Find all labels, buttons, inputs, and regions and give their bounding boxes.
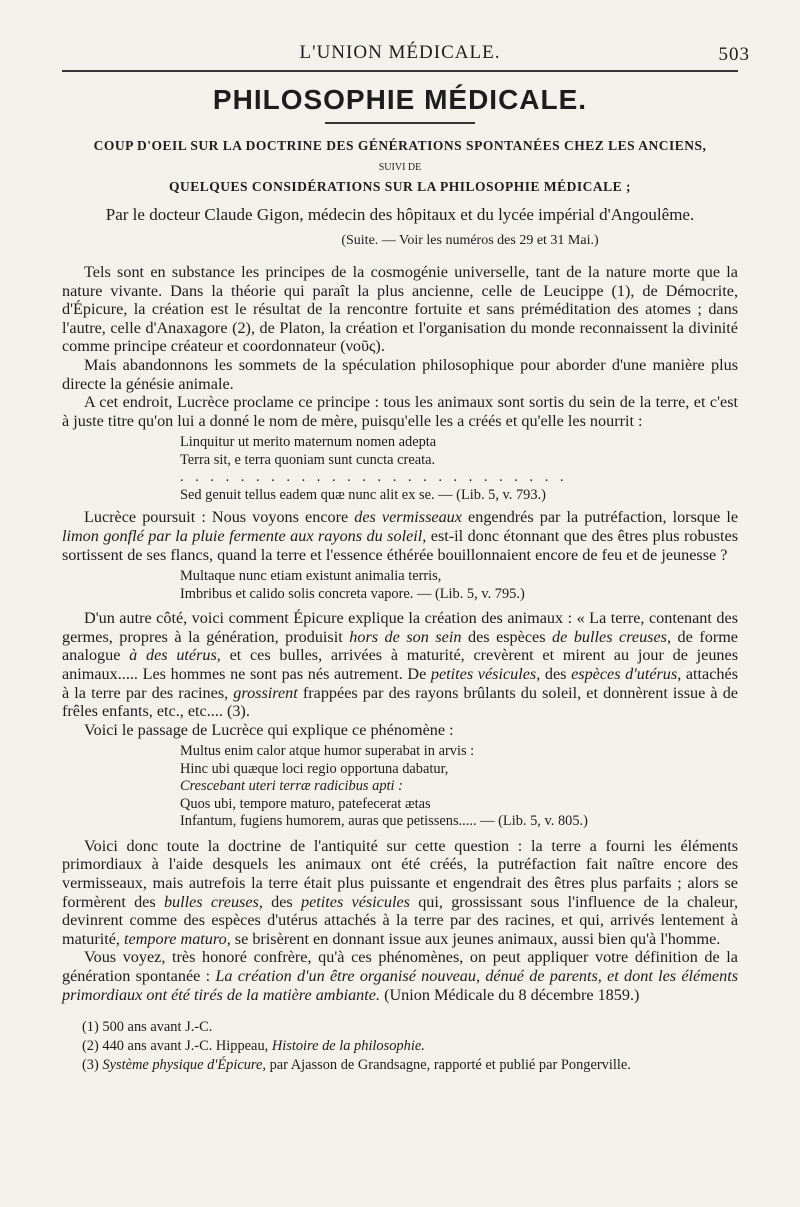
- continuation-note: (Suite. — Voir les numéros des 29 et 31 Mai.): [341, 233, 599, 248]
- paragraph-epicure: D'un autre côté, voici comment Épicure explique la création des animaux : « La terre, contenant des germes, propres à la génération, produisit hors de son sein des espèces de bulles creuses, de forme analogue à des utérus, et ces bulles, arrivées à maturité, crevèrent et mirent au jour de jeunes animaux..... Les hommes ne sont pas nés autrement. De petites vésicules, des espèces d'utérus, attachés à la terre par des racines, grossirent frappées par des rayons brûlants du soleil, et donnèrent issue à de frêles enfants, etc., etc.... (3).: [62, 609, 739, 721]
- article-subtitle-continued: QUELQUES CONSIDÉRATIONS SUR LA PHILOSOPHIE MÉDICALE ;: [168, 179, 632, 194]
- latin-verse-3: [180, 743, 738, 831]
- footnote-2: (2) 440 ans avant J.-C. Hippeau, Histoire de la philosophie.: [82, 1038, 425, 1055]
- verse-line: Terra sit, e terra quoniam sunt cuncta creata.: [180, 451, 436, 468]
- running-header: [62, 36, 750, 72]
- footnotes: [62, 1018, 738, 1075]
- paragraph-passage-lucrece: Voici le passage de Lucrèce qui explique ce phénomène :: [84, 720, 454, 739]
- latin-verse-1: [180, 434, 738, 504]
- suivi-de-label: SUIVI DE: [378, 162, 422, 173]
- footnote-3: (3) Système physique d'Épicure, par Ajasson de Grandsagne, rapporté et publié par Pongerville.: [82, 1057, 631, 1074]
- verse-line: Linquitur ut merito maternum nomen adepta: [180, 434, 437, 451]
- page-number: 503: [718, 44, 750, 65]
- article-subtitle: COUP D'OEIL SUR LA DOCTRINE DES GÉNÉRATIONS SPONTANÉES CHEZ LES ANCIENS,: [93, 138, 707, 153]
- latin-verse-2: [180, 568, 738, 603]
- title-divider: [325, 122, 475, 124]
- paragraph-cosmogenie: Tels sont en substance les principes de la cosmogénie universelle, tant de la nature morte que la nature vivante. Dans la théorie qui paraît la plus ancienne, celle de Leucippe (1), de Démocrite, d'Épicure, la création est le résultat de la rencontre fortuite et sans préméditation des atomes ; dans l'autre, celle d'Anaxagore (2), de Platon, la création et l'organisation du monde reconnaissent la divinité comme principe créateur et coordonnateur (νοῦς).: [62, 263, 738, 356]
- journal-title: L'UNION MÉDICALE.: [299, 42, 501, 63]
- verse-line: Multus enim calor atque humor superabat in arvis :: [180, 743, 475, 760]
- verse-line: Imbribus et calido solis concreta vapore. — (Lib. 5, v. 795.): [180, 585, 525, 602]
- verse-line: Infantum, fugiens humorem, auras que petissens..... — (Lib. 5, v. 805.): [180, 813, 588, 830]
- paragraph-doctrine: Voici donc toute la doctrine de l'antiquité sur cette question : la terre a fourni les éléments primordiaux à l'aide desquels les animaux ont été créés, la putréfaction fait naître encore des vermisseaux, mais autrefois la terre était plus puissante et engendrait des êtres plus parfaits ; alors se formèrent des bulles creuses, des petites vésicules qui, grossissant sous l'influence de la chaleur, devinrent comme des espèces d'utérus attachés à la terre par des racines, et qui, arrivés lentement à maturité, tempore maturo, se brisèrent en donnant issue aux jeunes animaux, aussi bien qu'à l'homme.: [62, 836, 738, 948]
- section-title: PHILOSOPHIE MÉDICALE.: [212, 84, 588, 115]
- paragraph-genesie: Mais abandonnons les sommets de la spéculation philosophique pour aborder d'une manière plus directe la génésie animale.: [62, 355, 738, 393]
- paragraph-definition: Vous voyez, très honoré confrère, qu'à ces phénomènes, on peut appliquer votre définition de la génération spontanée : La création d'un être organisé nouveau, dénué de parents, et dont les éléments primordiaux ont été tirés de la matière ambiante. (Union Médicale du 8 décembre 1859.): [62, 948, 738, 1004]
- verse-line: Quos ubi, tempore maturo, patefecerat ætas: [180, 795, 431, 812]
- author-byline: Par le docteur Claude Gigon, médecin des hôpitaux et du lycée impérial d'Angoulême.: [105, 205, 695, 224]
- verse-line: Sed genuit tellus eadem quæ nunc alit ex se. — (Lib. 5, v. 793.): [180, 486, 546, 503]
- paragraph-lucrece-poursuit: Lucrèce poursuit : Nous voyons encore des vermisseaux engendrés par la putréfaction, lorsque le limon gonflé par la pluie fermente aux rayons du soleil, est-il donc étonnant que des êtres plus robustes sortissent de ses flancs, quand la terre et l'essence éthérée bouillonnaient encore de feu et de jeunesse ?: [62, 508, 739, 564]
- paragraph-lucrece-principe: A cet endroit, Lucrèce proclame ce principe : tous les animaux sont sortis du sein de la terre, et c'est à juste titre qu'on lui a donné le nom de mère, puisqu'elle les a créés et qu'elle les nourrit :: [62, 393, 738, 430]
- verse-line: Multaque nunc etiam existunt animalia terris,: [180, 568, 442, 585]
- footnote-1: (1) 500 ans avant J.-C.: [82, 1019, 213, 1036]
- verse-line: Hinc ubi quæque loci regio opportuna dabatur,: [180, 760, 449, 777]
- verse-line: Crescebant uteri terræ radicibus apti :: [180, 778, 403, 795]
- verse-ellipsis: . . . . . . . . . . . . . . . . . . . . . . . . . .: [180, 469, 568, 486]
